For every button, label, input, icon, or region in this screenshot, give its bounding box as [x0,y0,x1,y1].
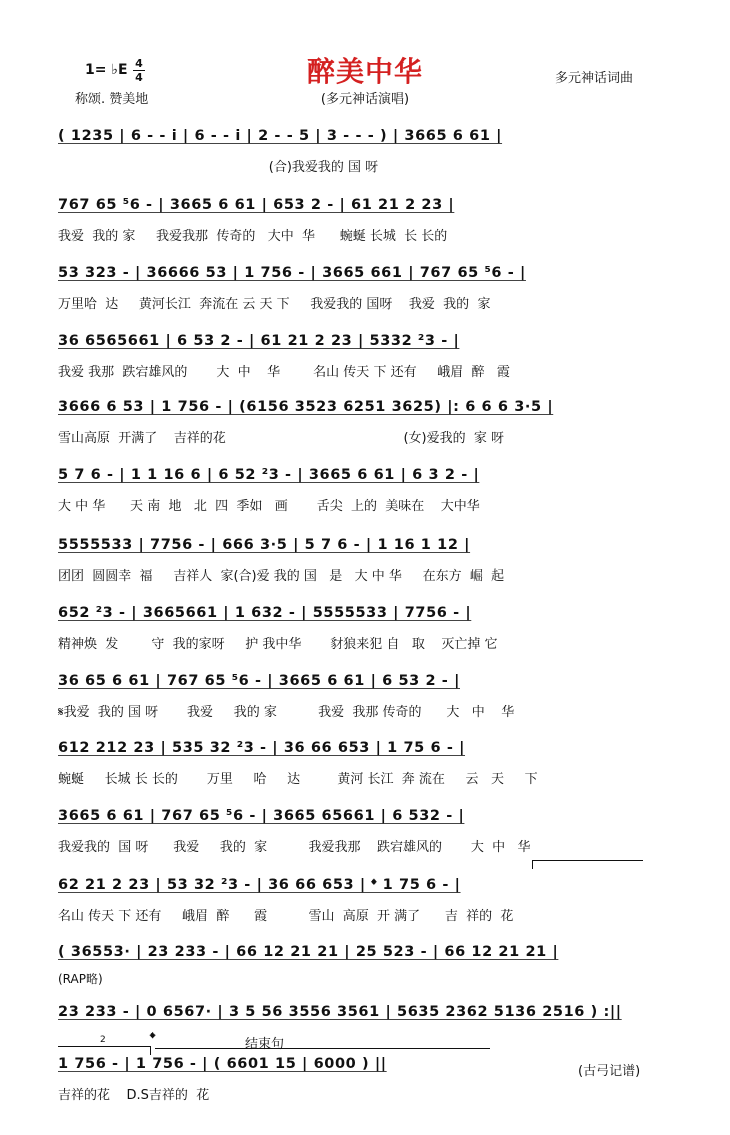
notation-line: 62 21 2 23 | 53 32 ²3 - | 36 66 653 | 𝄌 1 75 6 - | [58,877,461,893]
lyrics-line: 我爱 我的 家 我爱我那 传奇的 大中 华 蜿蜒 长城 长 长的 [58,229,448,244]
notation-line: ( 36553· | 23 233 - | 66 12 21 21 | 25 523 - | 66 12 21 21 | [58,944,559,960]
notation-line: 1 756 - | 1 756 - | ( 6601 15 | 6000 ) || [58,1056,387,1072]
ending-number: 2 [100,1035,106,1045]
lyrics-line: 大 中 华 天 南 地 北 四 季如 画 舌尖 上的 美味在 大中华 [58,499,480,514]
score-system-9 [58,673,670,721]
lyrics-line: 团团 圆圆幸 福 吉祥人 家(合)爱 我的 国 是 大 中 华 在东方 崛 起 [58,569,505,584]
transcriber-credit: (古弓记谱) [578,1064,641,1079]
rap-note: (RAP略) [58,972,103,986]
lyrics-line: 我爱我的 国 呀 我爱 我的 家 我爱我那 跌宕雄风的 大 中 华 [58,840,531,855]
score-system-7 [58,537,670,585]
meter-bottom: 4 [135,71,143,84]
score-system-13 [58,944,670,988]
score-system-12 [58,877,670,925]
lyrics-line: 𝄋我爱 我的 国 呀 我爱 我的 家 我爱 我那 传奇的 大 中 华 [58,705,515,720]
performer-subtitle: (多元神话演唱) [320,92,410,107]
score-system-3 [58,265,670,313]
score-system-8 [58,605,670,653]
second-ending-bracket [58,1035,151,1055]
notation-line: 36 65 6 61 | 767 65 ⁵6 - | 3665 6 61 | 6 53 2 - | [58,673,460,689]
key-signature: 1= ♭E [85,62,128,78]
first-ending-bracket [532,860,643,869]
score-system-6 [58,467,670,515]
song-title: 醉美中华 [306,55,423,88]
lyrics-line: 精神焕 发 守 我的家呀 护 我中华 豺狼来犯 自 取 灭亡掉 它 [58,637,498,652]
score-system-10 [58,740,670,788]
score-system-5 [58,399,670,447]
notation-line: 53 323 - | 36666 53 | 1 756 - | 3665 661 | 767 65 ⁵6 - | [58,265,526,281]
lyrics-line: 万里哈 达 黄河长江 奔流在 云 天 下 我爱我的 国呀 我爱 我的 家 [58,297,491,312]
meter-top: 4 [135,57,143,70]
lyrics-line: 雪山高原 开满了 吉祥的花 (女)爱我的 家 呀 [58,431,505,446]
score-system-11 [58,808,670,856]
score-system-2 [58,197,670,245]
lyrics-line: 我爱 我那 跌宕雄风的 大 中 华 名山 传天 下 还有 峨眉 醉 霞 [58,365,510,380]
notation-line: ( 1235 | 6 - - i | 6 - - i | 2 - - 5 | 3 - - - ) | 3665 6 61 | [58,128,503,144]
notation-line: 652 ²3 - | 3665661 | 1 632 - | 5555533 | 7756 - | [58,605,472,621]
lyrics-line: 名山 传天 下 还有 峨眉 醉 霞 雪山 高原 开 满了 吉 祥的 花 [58,909,514,924]
lyrics-line: 吉祥的花 D.S吉祥的 花 [58,1088,210,1103]
coda-label: 结束句 [245,1037,285,1052]
notation-line: 5555533 | 7756 - | 666 3·5 | 5 7 6 - | 1 16 1 12 | [58,537,471,553]
time-signature [132,58,146,83]
composer-credit: 多元神话词曲 [555,71,634,86]
notation-line: 23 233 - | 0 6567· | 3 5 56 3556 3561 | 5635 2362 5136 2516 ) :|| [58,1004,622,1020]
notation-line: 3665 6 61 | 767 65 ⁵6 - | 3665 65661 | 6 532 - | [58,808,465,824]
notation-line: 767 65 ⁵6 - | 3665 6 61 | 653 2 - | 61 21 2 23 | [58,197,455,213]
expression-mark: 称颂. 赞美地 [75,92,149,107]
score-system-14 [58,1004,670,1026]
notation-line: 36 6565661 | 6 53 2 - | 61 21 2 23 | 5332 ²3 - | [58,333,460,349]
notation-line: 5 7 6 - | 1 1 16 6 | 6 52 ²3 - | 3665 6 61 | 6 3 2 - | [58,467,480,483]
score-system-1 [58,128,670,176]
coda-icon: 𝄌 [150,1029,156,1047]
notation-line: 612 212 23 | 535 32 ²3 - | 36 66 653 | 1 75 6 - | [58,740,466,756]
score-system-4 [58,333,670,381]
lyrics-line: 蜿蜒 长城 长 长的 万里 哈 达 黄河 长江 奔 流在 云 天 下 [58,772,538,787]
lyrics-line: (合)我爱我的 国 呀 [58,160,379,175]
notation-line: 3666 6 53 | 1 756 - | (6156 3523 6251 3625) |: 6 6 6 3·5 | [58,399,554,415]
